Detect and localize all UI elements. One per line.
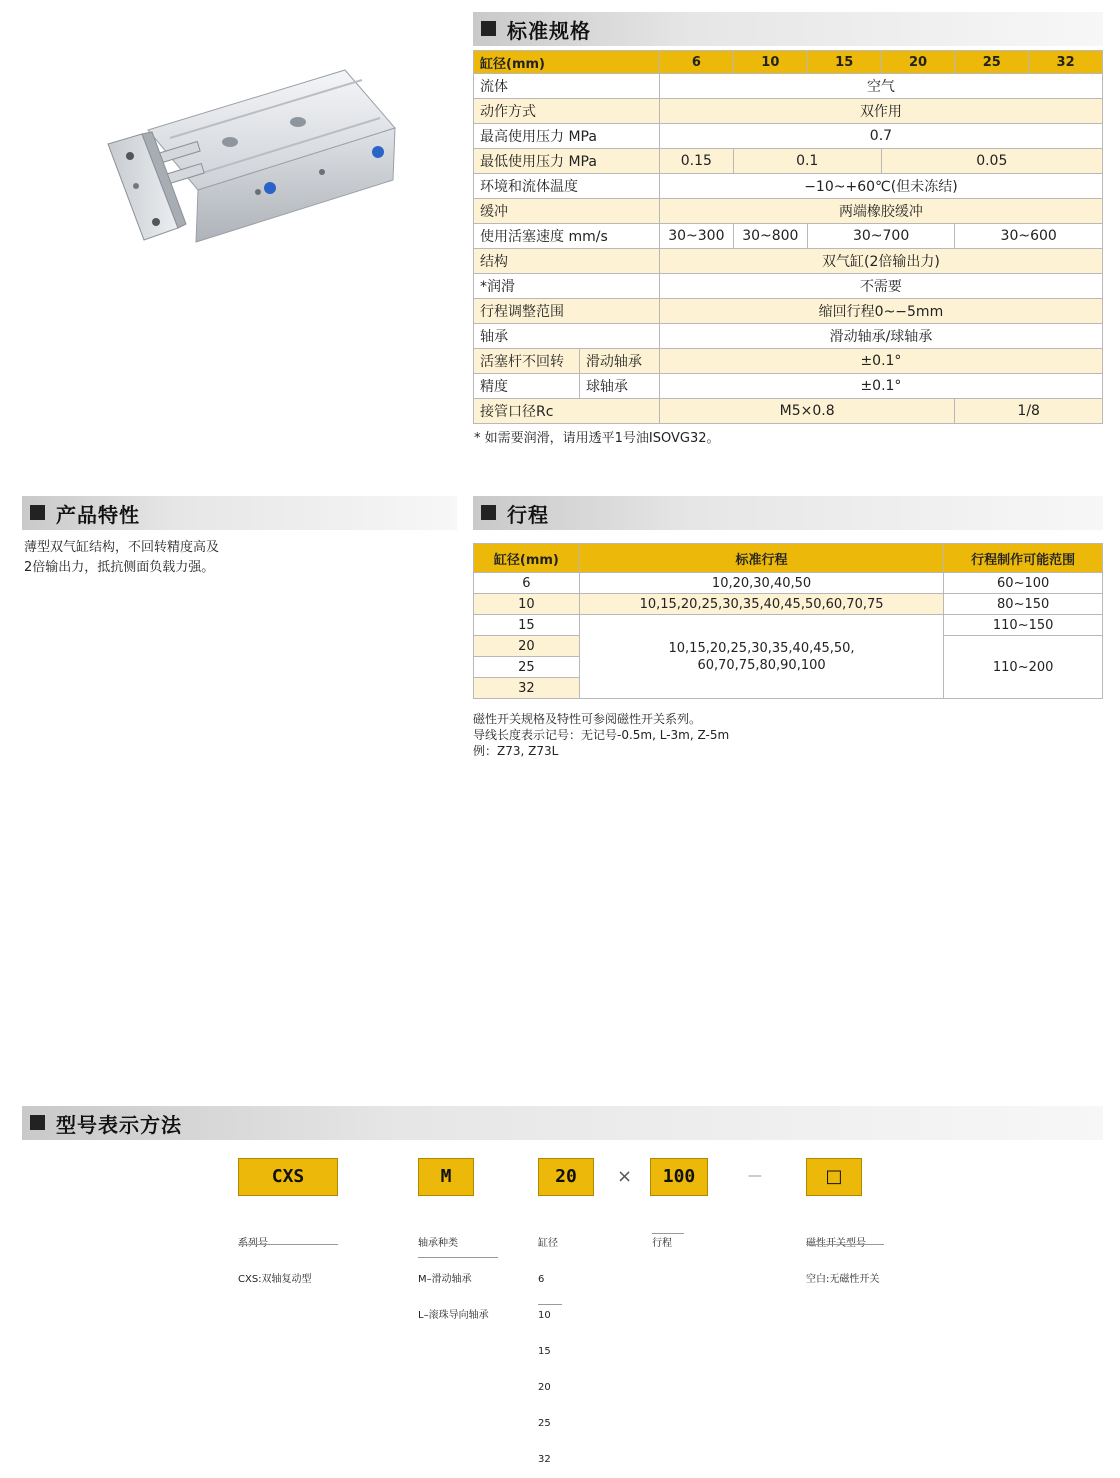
spec-label: 活塞杆不回转 — [474, 349, 580, 374]
spec-value: M5×0.8 — [659, 399, 955, 424]
caption-line: 20 — [538, 1382, 551, 1393]
spec-value: ±0.1° — [659, 349, 1102, 374]
spec-header-cell: 6 — [659, 51, 733, 74]
spec-value: 缩回行程0~−5mm — [659, 299, 1102, 324]
section-square-icon — [481, 21, 496, 36]
stroke-caption — [652, 1214, 672, 1262]
spec-label: 接管口径Rc — [474, 399, 660, 424]
spec-row — [474, 74, 1103, 99]
spec-row — [474, 149, 1103, 174]
spec-row — [474, 349, 1103, 374]
stroke-range: 60~100 — [944, 573, 1103, 594]
caption-line: 空白:无磁性开关 — [806, 1274, 880, 1285]
bearing-underline — [418, 1257, 498, 1258]
cylinder-photo — [100, 60, 410, 250]
stroke-header-cell: 行程制作可能范围 — [944, 544, 1103, 573]
stroke-note: 磁性开关规格及特性可参阅磁性开关系列。 — [473, 712, 702, 726]
spec-footnote: * 如需要润滑，请用透平1号油ISOVG32。 — [474, 431, 720, 446]
stroke-header-row — [474, 544, 1103, 573]
spec-row — [474, 199, 1103, 224]
stroke-range: 110~150 — [944, 615, 1103, 636]
features-section-header — [22, 496, 457, 530]
spec-section-header — [473, 12, 1103, 46]
bore-underline — [538, 1304, 562, 1305]
caption-line: 6 — [538, 1274, 545, 1285]
spec-row — [474, 249, 1103, 274]
stroke-table — [473, 543, 1103, 699]
spec-header-cell: 10 — [733, 51, 807, 74]
spec-row — [474, 374, 1103, 399]
spec-value: −10~+60℃(但未冻结) — [659, 174, 1102, 199]
stroke-row — [474, 615, 1103, 636]
spec-value: 两端橡胶缓冲 — [659, 199, 1102, 224]
spec-row — [474, 324, 1103, 349]
caption-line: L–滚珠导向轴承 — [418, 1310, 489, 1321]
caption-line: 10 — [538, 1310, 551, 1321]
spec-value: 30~300 — [659, 224, 733, 249]
times-symbol: × — [617, 1166, 633, 1187]
spec-label: 轴承 — [474, 324, 660, 349]
spec-label: 最高使用压力 MPa — [474, 124, 660, 149]
stroke-range: 80~150 — [944, 594, 1103, 615]
stroke-underline — [652, 1233, 684, 1234]
spec-row — [474, 274, 1103, 299]
caption-line: M–滑动轴承 — [418, 1274, 472, 1285]
spec-value: 1/8 — [955, 399, 1103, 424]
bore-caption — [538, 1214, 558, 1478]
spec-row — [474, 399, 1103, 424]
caption-line: 缸径 — [538, 1238, 558, 1249]
caption-line: CXS:双轴复动型 — [238, 1274, 312, 1285]
caption-line: 25 — [538, 1418, 551, 1429]
stroke-row — [474, 573, 1103, 594]
spec-value: 双气缸(2倍输出力) — [659, 249, 1102, 274]
stroke-note: 导线长度表示记号：无记号-0.5m, L-3m, Z-5m — [473, 728, 730, 742]
spec-header-bore: 缸径(mm) — [474, 51, 660, 74]
spec-value: 30~800 — [733, 224, 807, 249]
spec-label: 精度 — [474, 374, 580, 399]
spec-header-cell: 15 — [807, 51, 881, 74]
spec-label: 最低使用压力 MPa — [474, 149, 660, 174]
spec-label: 结构 — [474, 249, 660, 274]
spec-value: 0.1 — [733, 149, 881, 174]
spec-row — [474, 124, 1103, 149]
stroke-bore: 32 — [474, 678, 580, 699]
spec-header-cell: 20 — [881, 51, 955, 74]
spec-label: 环境和流体温度 — [474, 174, 660, 199]
bore-code-box: 20 — [538, 1158, 594, 1196]
spec-sublabel: 滑动轴承 — [579, 349, 659, 374]
caption-line: 32 — [538, 1454, 551, 1465]
model-section-header — [22, 1106, 1103, 1140]
stroke-section-header — [473, 496, 1103, 530]
section-square-icon — [30, 1115, 45, 1130]
spec-header-row — [474, 51, 1103, 74]
spec-label: 使用活塞速度 mm/s — [474, 224, 660, 249]
stroke-standard-line: 10,15,20,25,30,35,40,45,50, — [668, 640, 855, 656]
stroke-note: 例：Z73, Z73L — [473, 744, 559, 758]
features-line: 薄型双气缸结构，不回转精度高及 — [24, 540, 220, 555]
caption-line: 15 — [538, 1346, 551, 1357]
stroke-range: 110~200 — [944, 636, 1103, 699]
spec-header-cell: 25 — [955, 51, 1029, 74]
series-code-box: CXS — [238, 1158, 338, 1196]
stroke-standard: 10,15,20,25,30,35,40,45,50,60,70,75 — [579, 594, 944, 615]
spec-value: 0.05 — [881, 149, 1102, 174]
stroke-code-box: 100 — [650, 1158, 708, 1196]
bearing-code-box: M — [418, 1158, 474, 1196]
stroke-standard-line: 60,70,75,80,90,100 — [697, 657, 826, 673]
stroke-notes — [473, 711, 729, 759]
spec-value: 双作用 — [659, 99, 1102, 124]
stroke-bore: 25 — [474, 657, 580, 678]
model-title: 型号表示方法 — [56, 1113, 182, 1137]
product-image — [100, 60, 410, 250]
spec-row — [474, 99, 1103, 124]
spec-value: 0.15 — [659, 149, 733, 174]
spec-label: 动作方式 — [474, 99, 660, 124]
stroke-bore: 15 — [474, 615, 580, 636]
series-caption — [238, 1214, 312, 1298]
spec-header-cell: 32 — [1029, 51, 1103, 74]
spec-value: ±0.1° — [659, 374, 1102, 399]
spec-label: 流体 — [474, 74, 660, 99]
stroke-bore: 20 — [474, 636, 580, 657]
spec-value: 空气 — [659, 74, 1102, 99]
spec-row — [474, 174, 1103, 199]
features-line: 2倍输出力，抵抗侧面负载力强。 — [24, 560, 215, 575]
series-underline — [238, 1244, 338, 1245]
spec-label: *润滑 — [474, 274, 660, 299]
features-title: 产品特性 — [56, 503, 140, 527]
spec-label: 行程调整范围 — [474, 299, 660, 324]
switch-caption — [806, 1214, 879, 1298]
bearing-caption — [418, 1214, 489, 1334]
caption-line: 行程 — [652, 1238, 672, 1249]
spec-label: 缓冲 — [474, 199, 660, 224]
stroke-header-cell: 标准行程 — [579, 544, 944, 573]
stroke-title: 行程 — [507, 503, 549, 527]
stroke-bore: 6 — [474, 573, 580, 594]
stroke-row — [474, 594, 1103, 615]
stroke-standard: 10,20,30,40,50 — [579, 573, 944, 594]
spec-value: 不需要 — [659, 274, 1102, 299]
spec-value: 30~600 — [955, 224, 1103, 249]
dash-symbol: — — [748, 1168, 762, 1184]
section-square-icon — [30, 505, 45, 520]
caption-line: 轴承种类 — [418, 1238, 458, 1249]
stroke-standard-merged — [579, 615, 944, 699]
spec-sublabel: 球轴承 — [579, 374, 659, 399]
switch-underline — [806, 1244, 884, 1245]
spec-table — [473, 50, 1103, 424]
spec-value: 0.7 — [659, 124, 1102, 149]
spec-title: 标准规格 — [507, 19, 591, 43]
stroke-header-cell: 缸径(mm) — [474, 544, 580, 573]
spec-row — [474, 224, 1103, 249]
features-text — [24, 538, 219, 578]
spec-row — [474, 299, 1103, 324]
section-square-icon — [481, 505, 496, 520]
spec-value: 30~700 — [807, 224, 955, 249]
spec-value: 滑动轴承/球轴承 — [659, 324, 1102, 349]
stroke-bore: 10 — [474, 594, 580, 615]
switch-code-box: □ — [806, 1158, 862, 1196]
